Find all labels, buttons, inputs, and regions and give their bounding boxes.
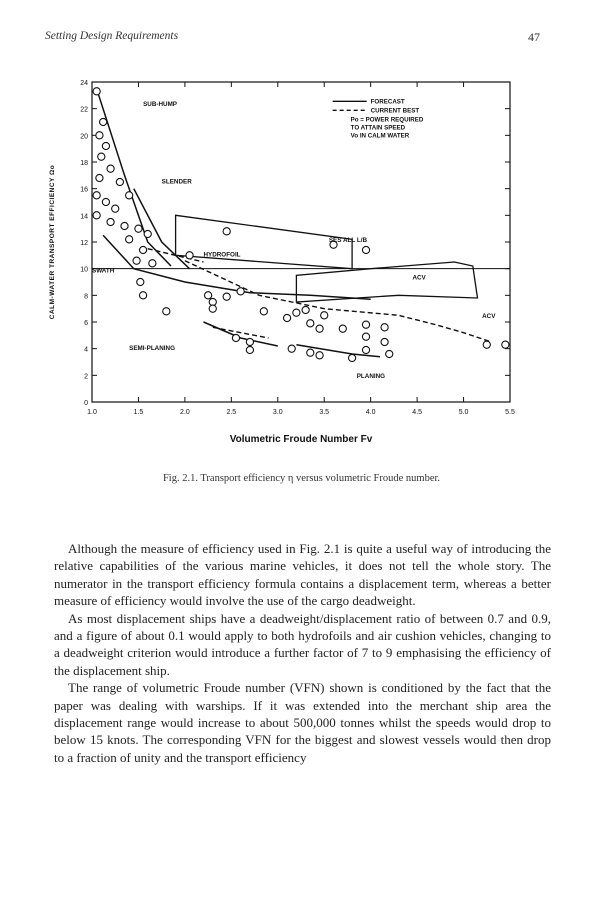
data-point <box>186 252 193 259</box>
data-point <box>126 236 133 243</box>
x-tick-label: 1.0 <box>87 409 97 416</box>
data-point <box>93 88 100 95</box>
data-point <box>381 324 388 331</box>
data-point <box>98 153 105 160</box>
paragraph-2: As most displacement ships have a deadweight/displacement ratio of between 0.7 and 0.9, and a figure of about 0.1 would apply to both hydrofoils and air cushion vehicles, changing to a deadweight criterion would introduce a further factor of 7 to 9 emphasising the efficiency of the displacement ship. <box>54 610 551 678</box>
data-point <box>316 352 323 359</box>
x-tick-label: 2.5 <box>226 409 237 416</box>
region-outline <box>176 215 353 268</box>
x-tick-label: 1.5 <box>133 409 144 416</box>
data-point <box>126 192 133 199</box>
y-tick-label: 10 <box>80 266 88 274</box>
data-point <box>321 312 328 319</box>
data-point <box>163 308 170 315</box>
data-point <box>316 325 323 332</box>
data-point <box>288 345 295 352</box>
data-point <box>149 260 156 267</box>
legend-note-line: Vo IN CALM WATER <box>350 132 410 140</box>
region-label: HYDROFOIL <box>203 251 241 259</box>
data-point <box>93 192 100 199</box>
data-point <box>96 132 103 139</box>
data-point <box>137 278 144 285</box>
data-point <box>348 354 355 361</box>
y-axis-label: CALM-WATER TRANSPORT EFFICIENCY Ωo <box>49 164 56 320</box>
data-point <box>100 118 107 125</box>
data-point <box>246 338 253 345</box>
data-point <box>339 325 346 332</box>
data-point <box>223 228 230 235</box>
region-label: SES ALL L/B <box>328 237 368 244</box>
x-tick-label: 3.0 <box>272 409 283 416</box>
data-point <box>302 306 309 313</box>
data-point <box>205 292 212 299</box>
data-point <box>96 174 103 181</box>
data-point <box>107 218 114 225</box>
data-point <box>102 198 109 205</box>
x-tick-label: 4.5 <box>412 409 422 416</box>
paragraph-3: The range of volumetric Froude number (VFN) shown is conditioned by the fact that the paper was dealing with warships. If it was extended into the merchant ship area the displacement range would increase to about 500,000 tonnes whilst the speeds would drop to below 15 knots. The corresponding VFN for the biggest and slowest vessels would then drop to a fraction of unity and the transport efficiency <box>54 680 551 765</box>
data-point <box>502 341 509 348</box>
y-tick-label: 4 <box>84 346 88 354</box>
legend-forecast-label: FORECAST <box>370 98 405 106</box>
x-tick-label: 2.0 <box>180 409 190 416</box>
data-point <box>260 308 267 315</box>
y-tick-label: 16 <box>80 186 88 194</box>
x-tick-label: 4.0 <box>365 409 376 416</box>
data-point <box>246 346 253 353</box>
page-number: 47 <box>528 30 540 44</box>
data-point <box>121 222 128 229</box>
current-best-line <box>204 322 278 346</box>
plot-frame <box>92 82 510 402</box>
data-point <box>139 246 146 253</box>
data-point <box>209 305 216 312</box>
data-point <box>293 309 300 316</box>
data-point <box>112 205 119 212</box>
data-point <box>93 212 100 219</box>
x-axis-label: Volumetric Froude Number Fv <box>229 434 373 445</box>
legend-current-best-label: CURRENT BEST <box>370 107 420 115</box>
y-tick-label: 22 <box>80 106 88 114</box>
x-tick-label: 5.0 <box>458 409 469 416</box>
data-point <box>362 346 369 353</box>
data-point <box>133 257 140 264</box>
data-point <box>102 142 109 149</box>
region-label: PLANING <box>356 373 386 380</box>
data-point <box>307 349 314 356</box>
region-label: SEMI-PLANING <box>129 345 175 352</box>
data-point <box>232 334 239 341</box>
data-point <box>139 292 146 299</box>
data-point <box>362 321 369 328</box>
data-point <box>116 178 123 185</box>
data-point <box>307 320 314 327</box>
x-tick-label: 5.5 <box>505 409 515 416</box>
y-tick-label: 14 <box>80 213 88 221</box>
forecast-line <box>185 261 492 342</box>
data-point <box>237 288 244 295</box>
y-tick-label: 20 <box>80 133 88 141</box>
paragraph-1: Although the measure of efficiency used in Fig. 2.1 is quite a useful way of introducing the relative capabilities of the various marine vehicles, it does not tell the whole story. The numerator in the transport efficiency formula contains a displacement term, whereas a better measure of efficiency would involve the use of the cargo deadweight. <box>54 541 551 609</box>
region-label: SWATH <box>92 267 115 275</box>
data-point <box>362 333 369 340</box>
legend-note-line: Po = POWER REQUIRED <box>350 116 424 124</box>
data-point <box>144 230 151 237</box>
y-tick-label: 6 <box>84 320 88 327</box>
y-tick-label: 18 <box>80 160 88 167</box>
y-tick-label: 8 <box>84 293 88 301</box>
region-label: ACV <box>412 274 426 282</box>
data-point <box>362 246 369 253</box>
running-head: Setting Design Requirements <box>45 30 179 42</box>
data-point <box>283 314 290 321</box>
region-label: SLENDER <box>161 178 192 186</box>
data-point <box>223 293 230 300</box>
efficiency-chart <box>40 70 560 460</box>
forecast-line <box>213 327 269 338</box>
region-label: ACV <box>482 313 496 320</box>
body-text <box>54 540 551 766</box>
data-point <box>135 225 142 232</box>
data-point <box>381 338 388 345</box>
legend-note-line: TO ATTAIN SPEED <box>350 124 406 132</box>
region-label: SUB-HUMP <box>143 101 178 108</box>
data-point <box>483 341 490 348</box>
figure-caption: Fig. 2.1. Transport efficiency η versus volumetric Froude number. <box>162 473 441 484</box>
y-tick-label: 2 <box>84 373 88 381</box>
x-tick-label: 3.5 <box>319 409 330 416</box>
y-tick-label: 24 <box>80 80 88 87</box>
data-point <box>107 165 114 172</box>
y-tick-label: 12 <box>80 240 88 247</box>
data-point <box>386 350 393 357</box>
y-tick-label: 0 <box>84 400 88 407</box>
